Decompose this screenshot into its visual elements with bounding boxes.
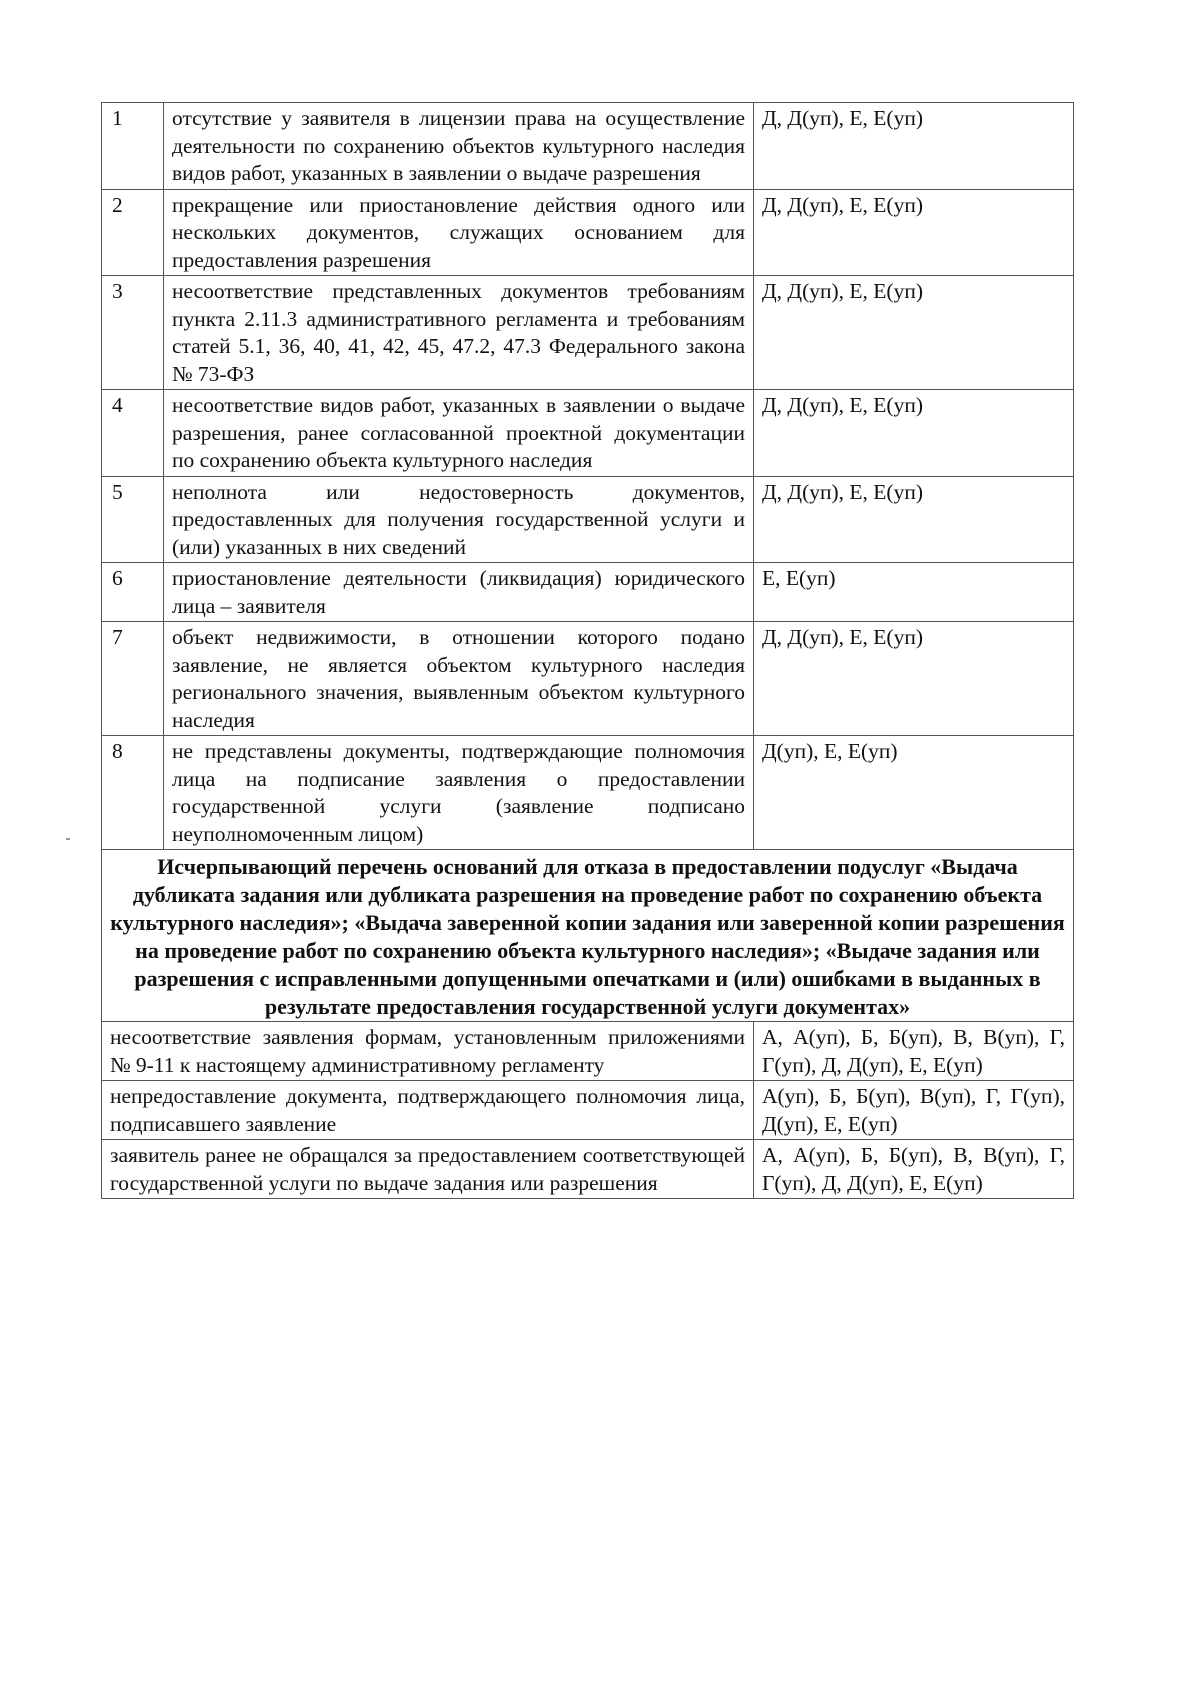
table-row bbox=[102, 1081, 1074, 1140]
subservice-codes: Д, Д(уп), Е, Е(уп) bbox=[754, 276, 1074, 390]
refusal-grounds-table bbox=[101, 102, 1074, 1199]
refusal-reason: неполнота или недостоверность документов, предоставленных для получения государственной услуги и (или) указанных в них сведений bbox=[164, 476, 754, 563]
refusal-reason: несоответствие заявления формам, установленным приложениями № 9-11 к настоящему административному регламенту bbox=[102, 1022, 754, 1081]
refusal-reason: объект недвижимости, в отношении которого подано заявление, не является объектом культурного наследия регионального значения, выявленным объектом культурного наследия bbox=[164, 622, 754, 736]
scan-artifact bbox=[66, 838, 70, 840]
table-row bbox=[102, 476, 1074, 563]
row-number: 7 bbox=[102, 622, 164, 736]
subservice-codes: Д, Д(уп), Е, Е(уп) bbox=[754, 476, 1074, 563]
row-number: 1 bbox=[102, 103, 164, 190]
row-number: 5 bbox=[102, 476, 164, 563]
row-number: 6 bbox=[102, 563, 164, 622]
row-number: 2 bbox=[102, 189, 164, 276]
section-header-row bbox=[102, 850, 1074, 1022]
subservice-codes: А, А(уп), Б, Б(уп), В, В(уп), Г, Г(уп), Д, Д(уп), Е, Е(уп) bbox=[754, 1140, 1074, 1199]
table-row bbox=[102, 563, 1074, 622]
table-row bbox=[102, 1022, 1074, 1081]
refusal-reason: несоответствие видов работ, указанных в заявлении о выдаче разрешения, ранее согласованной проектной документации по сохранению объекта культурного наследия bbox=[164, 390, 754, 477]
table-row bbox=[102, 1140, 1074, 1199]
refusal-reason: несоответствие представленных документов требованиям пункта 2.11.3 административного регламента и требованиям статей 5.1, 36, 40, 41, 42, 45, 47.2, 47.3 Федерального закона № 73-ФЗ bbox=[164, 276, 754, 390]
subservice-codes: А(уп), Б, Б(уп), В(уп), Г, Г(уп), Д(уп), Е, Е(уп) bbox=[754, 1081, 1074, 1140]
refusal-reason: непредоставление документа, подтверждающего полномочия лица, подписавшего заявление bbox=[102, 1081, 754, 1140]
refusal-reason: приостановление деятельности (ликвидация) юридического лица – заявителя bbox=[164, 563, 754, 622]
subservice-codes: Д(уп), Е, Е(уп) bbox=[754, 736, 1074, 850]
refusal-reason: прекращение или приостановление действия одного или нескольких документов, служащих основанием для предоставления разрешения bbox=[164, 189, 754, 276]
table-row bbox=[102, 189, 1074, 276]
refusal-reason: отсутствие у заявителя в лицензии права на осуществление деятельности по сохранению объектов культурного наследия видов работ, указанных в заявлении о выдаче разрешения bbox=[164, 103, 754, 190]
table-row bbox=[102, 622, 1074, 736]
table-row bbox=[102, 736, 1074, 850]
subservice-codes: А, А(уп), Б, Б(уп), В, В(уп), Г, Г(уп), Д, Д(уп), Е, Е(уп) bbox=[754, 1022, 1074, 1081]
subservice-codes: Д, Д(уп), Е, Е(уп) bbox=[754, 390, 1074, 477]
refusal-reason: не представлены документы, подтверждающие полномочия лица на подписание заявления о предоставлении государственной услуги (заявление подписано неуполномоченным лицом) bbox=[164, 736, 754, 850]
table-row bbox=[102, 390, 1074, 477]
row-number: 3 bbox=[102, 276, 164, 390]
table-row bbox=[102, 103, 1074, 190]
subservice-codes: Д, Д(уп), Е, Е(уп) bbox=[754, 103, 1074, 190]
table-row bbox=[102, 276, 1074, 390]
subservice-codes: Д, Д(уп), Е, Е(уп) bbox=[754, 189, 1074, 276]
row-number: 8 bbox=[102, 736, 164, 850]
refusal-reason: заявитель ранее не обращался за предоставлением соответствующей государственной услуги по выдаче задания или разрешения bbox=[102, 1140, 754, 1199]
subservice-codes: Е, Е(уп) bbox=[754, 563, 1074, 622]
section-header: Исчерпывающий перечень оснований для отказа в предоставлении подуслуг «Выдача дубликата задания или дубликата разрешения на проведение работ по сохранению объекта культурного наследия»; «Выдача заверенной копии задания или заверенной копии разрешения на проведение работ по сохранению объекта культурного наследия»; «Выдаче задания или разрешения с исправленными допущенными опечатками и (или) ошибками в выданных в результате предоставления государственной услуги документах» bbox=[102, 850, 1074, 1022]
subservice-codes: Д, Д(уп), Е, Е(уп) bbox=[754, 622, 1074, 736]
row-number: 4 bbox=[102, 390, 164, 477]
